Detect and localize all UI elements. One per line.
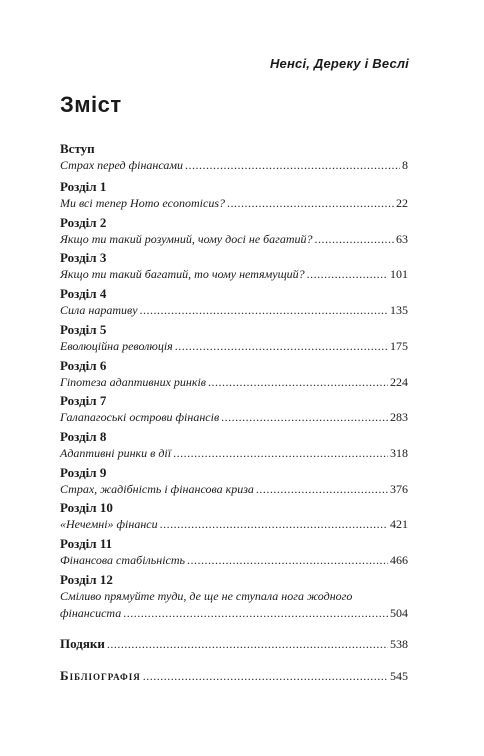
toc-page: 318 <box>390 446 408 460</box>
toc-title: Адаптивні ринки в дії <box>60 446 172 460</box>
toc-entry-chapter-12[interactable] <box>60 572 408 622</box>
toc-title: Сила наративу <box>60 303 138 317</box>
toc-title: Страх перед фінансами <box>60 158 184 172</box>
toc-heading: Розділ 11 <box>60 536 113 551</box>
toc-heading: Розділ 4 <box>60 286 107 301</box>
toc-heading: Розділ 6 <box>60 358 107 373</box>
toc-heading: Розділ 10 <box>60 500 113 515</box>
toc-title: «Нечемні» фінанси <box>60 517 158 531</box>
toc-page: 8 <box>402 158 408 172</box>
toc-entry-chapter-4[interactable] <box>60 286 408 319</box>
toc-title: Галапагоські острови фінансів <box>60 410 220 424</box>
toc-title: Еволюційна революція <box>60 339 173 353</box>
toc-page: 283 <box>390 410 408 424</box>
page-title: Зміст <box>60 92 122 117</box>
toc-entry-chapter-6[interactable] <box>60 358 408 391</box>
toc-title-continued: фінансиста <box>60 606 122 620</box>
toc-entry-chapter-7[interactable] <box>60 393 408 426</box>
toc-page: 538 <box>390 637 408 651</box>
toc-title: Гіпотеза адаптивних ринків <box>60 375 207 389</box>
toc-entry-chapter-11[interactable] <box>60 536 408 569</box>
toc-entry-chapter-5[interactable] <box>60 322 408 355</box>
toc-title: Ми всі тепер Homo economicus? <box>60 196 226 210</box>
toc-title: Якщо ти такий розумний, чому досі не багатий? <box>60 232 313 246</box>
toc-heading: Розділ 5 <box>60 322 107 337</box>
toc-page: 421 <box>390 517 408 531</box>
toc-heading: Вступ <box>60 141 95 156</box>
dedication: Ненсі, Дереку і Веслі <box>269 56 409 71</box>
toc-entry-intro[interactable] <box>60 141 408 174</box>
toc-page: 466 <box>390 553 408 567</box>
toc-heading: Розділ 12 <box>60 572 113 587</box>
toc-title: Якщо ти такий багатий, то чому нетямущий? <box>60 267 305 281</box>
toc-entry-chapter-2[interactable] <box>60 215 408 248</box>
toc-entry-chapter-8[interactable] <box>60 429 408 462</box>
toc-heading: Розділ 7 <box>60 393 107 408</box>
toc-page: 545 <box>390 669 408 683</box>
toc-entry-acknowledgements[interactable] <box>60 636 408 652</box>
toc-entry-chapter-9[interactable] <box>60 465 408 498</box>
toc-page: 224 <box>390 375 408 389</box>
toc-title: Фінансова стабільність <box>60 553 185 567</box>
toc-entry-chapter-1[interactable] <box>60 179 408 212</box>
toc-entry-chapter-3[interactable] <box>60 250 408 283</box>
toc-heading: Розділ 8 <box>60 429 107 444</box>
toc-heading: Розділ 1 <box>60 179 107 194</box>
toc-entry-chapter-10[interactable] <box>60 500 408 533</box>
toc-heading: Розділ 2 <box>60 215 107 230</box>
toc-page: 63 <box>396 232 408 246</box>
toc-title: Подяки <box>60 636 105 651</box>
toc-page: 101 <box>390 267 408 281</box>
toc-heading: Розділ 3 <box>60 250 107 265</box>
toc-entry-bibliography[interactable] <box>60 668 408 684</box>
toc-page: 135 <box>390 303 408 317</box>
toc-heading: Розділ 9 <box>60 465 107 480</box>
toc-title: Страх, жадібність і фінансова криза <box>60 482 254 496</box>
toc-page: 376 <box>390 482 408 496</box>
toc-page: 175 <box>390 339 408 353</box>
toc-title: Сміливо прямуйте туди, де ще не ступала нога жодного <box>60 589 353 603</box>
toc-page: 504 <box>390 606 408 620</box>
toc-title: Бібліографія <box>60 668 141 683</box>
toc-page: 22 <box>396 196 408 210</box>
